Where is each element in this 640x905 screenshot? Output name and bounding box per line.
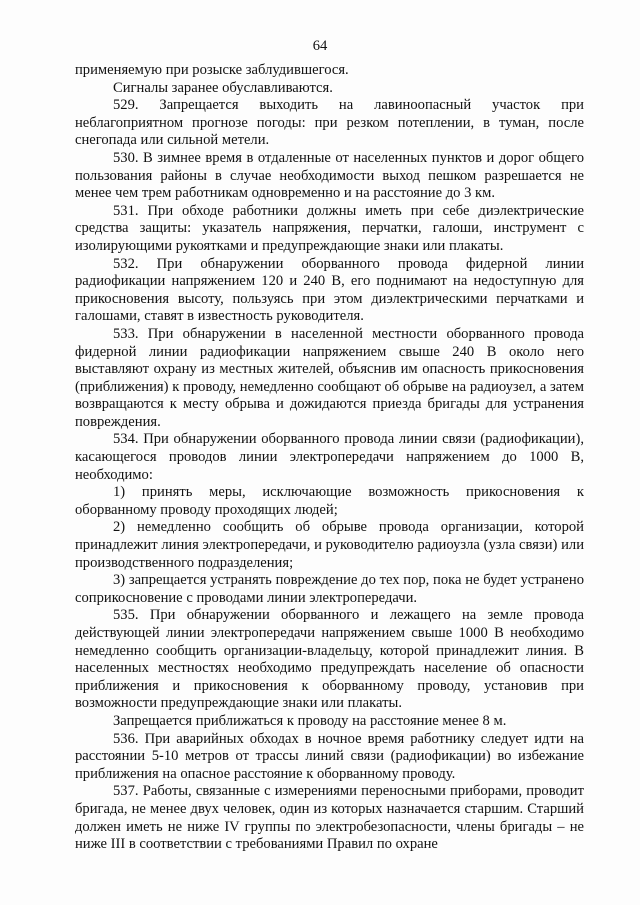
list-item-2: 2) немедленно сообщить об обрыве провода организации, которой принадлежит линия электропередачи, и руководителю радиоузла (узла связи) или производственного подразделения; bbox=[75, 519, 584, 571]
paragraph-529: 529. Запрещается выходить на лавиноопасный участок при неблагоприятном прогнозе погоды: при резком потеплении, в туман, после снегопада или сильной метели. bbox=[75, 97, 584, 149]
list-item-3: 3) запрещается устранять повреждение до тех пор, пока не будет устранено соприкосновение с проводами линии электропередачи. bbox=[75, 572, 584, 606]
page-number: 64 bbox=[312, 38, 328, 54]
paragraph-534: 534. При обнаружении оборванного провода линии связи (радиофикации), касающегося проводов линии электропередачи напряжением до 1000 В, необходимо: bbox=[75, 431, 584, 483]
document-body bbox=[75, 62, 584, 854]
paragraph-signals: Сигналы заранее обуславливаются. bbox=[113, 79, 333, 96]
paragraph-distance-rule: Запрещается приближаться к проводу на расстояние менее 8 м. bbox=[113, 712, 507, 729]
list-item-1: 1) принять меры, исключающие возможность прикосновения к оборванному проводу проходящих людей; bbox=[75, 484, 584, 518]
paragraph-537: 537. Работы, связанные с измерениями переносными приборами, проводит бригада, не менее двух человек, один из которых назначается старшим. Старший должен иметь не ниже IV группы по электробезопасности, члены бригады – не ниже III в соответствии с требованиями Правил по охране bbox=[75, 783, 584, 853]
paragraph-533: 533. При обнаружении в населенной местности оборванного провода фидерной линии радиофикации напряжением свыше 240 В около него выставляют охрану из местных жителей, объяснив им опасность прикосновения (приближения) к проводу, немедленно сообщают об обрыве на радиоузел, а затем возвращаются к месту обрыва и дожидаются приезда бригады для устранения повреждения. bbox=[75, 325, 584, 430]
paragraph-530: 530. В зимнее время в отдаленные от населенных пунктов и дорог общего пользования районы в случае необходимости выход пешком разрешается не менее чем трем работникам одновременно и на расстояние до 3 км. bbox=[75, 149, 584, 202]
paragraph-531: 531. При обходе работники должны иметь при себе диэлектрические средства защиты: указатель напряжения, перчатки, галоши, инструмент с изолирующими рукоятками и предупреждающие знаки или плакаты. bbox=[75, 202, 584, 254]
paragraph-continuation: применяемую при розыске заблудившегося. bbox=[75, 62, 349, 78]
paragraph-535: 535. При обнаружении оборванного и лежащего на земле провода действующей линии электропередачи напряжением свыше 1000 В необходимо немедленно сообщить организации-владельцу, которой принадлежит линия. В населенных местностях необходимо предупреждать население об опасности приближения и прикосновения к оборванному проводу, установив при возможности предупреждающие знаки или плакаты. bbox=[75, 607, 584, 712]
paragraph-532: 532. При обнаружении оборванного провода фидерной линии радиофикации напряжением 120 и 240 В, его поднимают на недоступную для прикосновения высоту, пользуясь при этом диэлектрическими перчатками и галошами, ставят в известность руководителя. bbox=[75, 255, 584, 325]
paragraph-536: 536. При аварийных обходах в ночное время работнику следует идти на расстоянии 5-10 метров от трассы линий связи (радиофикации) во избежание приближения на опасное расстояние к оборванному проводу. bbox=[75, 730, 584, 782]
